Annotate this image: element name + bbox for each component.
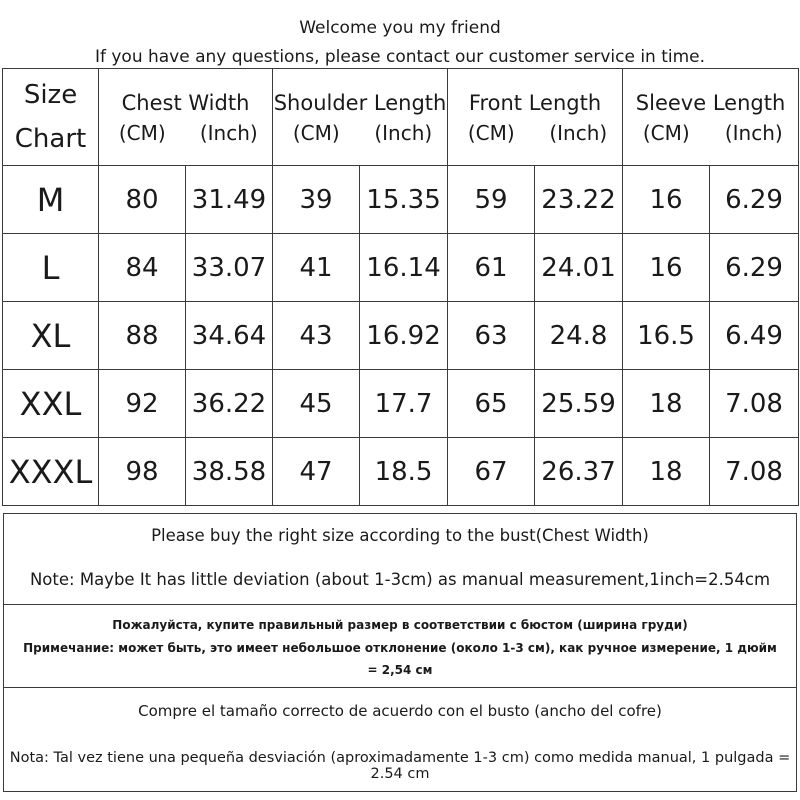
value-cell: 41 [273,234,360,302]
value-cell: 88 [99,302,186,370]
value-cell: 33.07 [186,234,273,302]
header-chest-width: Chest Width [99,69,273,118]
table-row [3,234,799,302]
value-cell: 16 [623,166,710,234]
size-cell: M [3,166,99,234]
value-cell: 18.5 [360,438,448,506]
unit-cm: (CM) [448,117,535,166]
spanish-notes [4,688,796,792]
spanish-size-advice: Compre el tamaño correcto de acuerdo con el busto (ancho del cofre) [138,702,662,720]
russian-size-advice: Пожалуйста, купите правильный размер в соответствии с бюстом (ширина груди) [112,618,688,632]
value-cell: 18 [623,438,710,506]
unit-inch: (Inch) [186,117,273,166]
value-cell: 43 [273,302,360,370]
english-size-advice: Please buy the right size according to the bust(Chest Width) [151,526,649,545]
size-cell: L [3,234,99,302]
value-cell: 34.64 [186,302,273,370]
unit-inch: (Inch) [360,117,448,166]
table-row [3,438,799,506]
value-cell: 24.01 [535,234,623,302]
value-cell: 45 [273,370,360,438]
contact-notice: If you have any questions, please contact our customer service in time. [94,47,706,67]
value-cell: 23.22 [535,166,623,234]
unit-cm: (CM) [273,117,360,166]
value-cell: 63 [448,302,535,370]
unit-inch: (Inch) [710,117,799,166]
size-chart-corner [3,69,99,166]
value-cell: 7.08 [710,438,799,506]
value-cell: 16.14 [360,234,448,302]
value-cell: 18 [623,370,710,438]
size-chart-table [2,68,799,506]
value-cell: 38.58 [186,438,273,506]
welcome-text: Welcome you my friend [299,18,501,38]
value-cell: 25.59 [535,370,623,438]
value-cell: 59 [448,166,535,234]
table-row [3,302,799,370]
value-cell: 92 [99,370,186,438]
value-cell: 6.49 [710,302,799,370]
unit-cm: (CM) [99,117,186,166]
value-cell: 6.29 [710,166,799,234]
value-cell: 65 [448,370,535,438]
corner-size-label: Size [23,80,78,110]
value-cell: 67 [448,438,535,506]
size-cell: XXL [3,370,99,438]
value-cell: 98 [99,438,186,506]
header-sleeve-length: Sleeve Length [623,69,799,118]
table-row [3,166,799,234]
value-cell: 16.5 [623,302,710,370]
value-cell: 7.08 [710,370,799,438]
value-cell: 26.37 [535,438,623,506]
value-cell: 24.8 [535,302,623,370]
value-cell: 6.29 [710,234,799,302]
unit-inch: (Inch) [535,117,623,166]
value-cell: 16.92 [360,302,448,370]
header-front-length: Front Length [448,69,623,118]
value-cell: 47 [273,438,360,506]
value-cell: 36.22 [186,370,273,438]
value-cell: 80 [99,166,186,234]
value-cell: 15.35 [360,166,448,234]
notes-box [3,513,797,792]
value-cell: 17.7 [360,370,448,438]
english-deviation-note: Note: Maybe It has little deviation (about 1-3cm) as manual measurement,1inch=2.54cm [29,570,771,589]
english-notes [4,514,796,605]
value-cell: 61 [448,234,535,302]
russian-notes [4,605,796,688]
value-cell: 39 [273,166,360,234]
size-cell: XXXL [3,438,99,506]
russian-deviation-note: Примечание: может быть, это имеет небольшое отклонение (около 1-3 см), как ручное измерение, 1 дюйм [23,641,777,655]
russian-deviation-note-end: = 2,54 см [367,663,433,677]
value-cell: 16 [623,234,710,302]
value-cell: 84 [99,234,186,302]
unit-cm: (CM) [623,117,710,166]
corner-chart-label: Chart [14,124,87,154]
table-row [3,370,799,438]
value-cell: 31.49 [186,166,273,234]
spanish-deviation-note: Nota: Tal vez tiene una pequeña desviación (aproximadamente 1-3 cm) como medida manual, 1 pulgada = 2.54 cm [9,750,791,782]
header-shoulder-length: Shoulder Length [273,69,448,118]
size-cell: XL [3,302,99,370]
